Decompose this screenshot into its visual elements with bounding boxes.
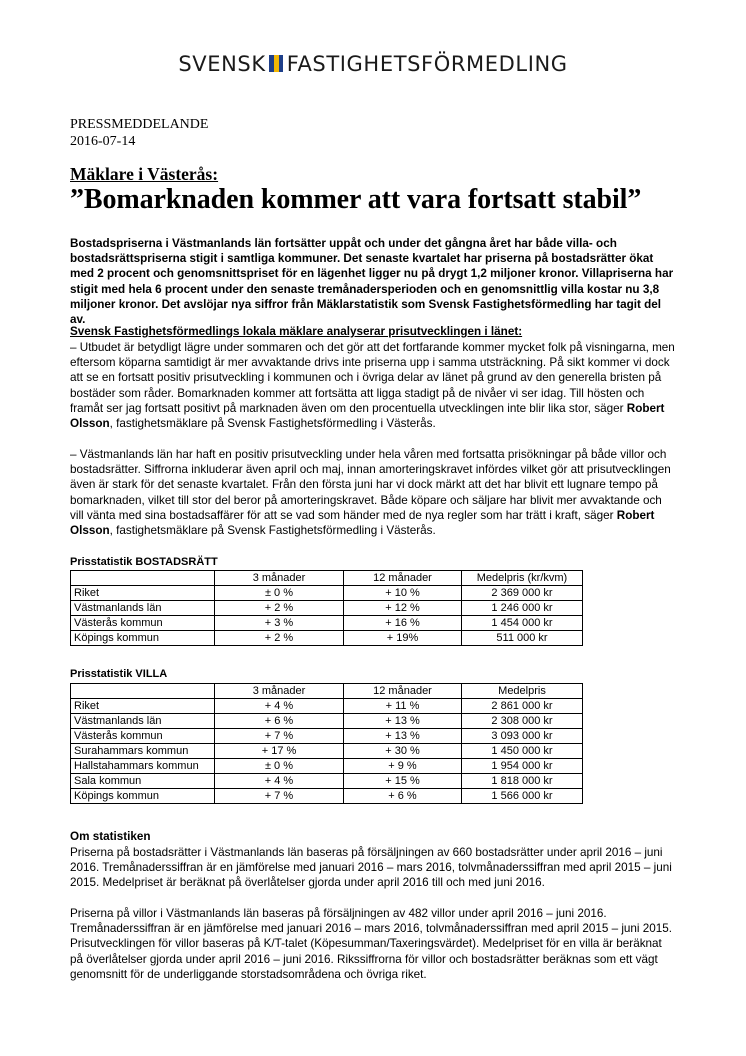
change-12m-cell: + 30 % <box>344 744 462 759</box>
change-12m-cell: + 6 % <box>344 789 462 804</box>
about-statistics-paragraph-2: Priserna på villor i Västmanlands län baseras på försäljningen av 482 villor under april 2016 – juni 2016. Tremånaderssiffran är en jämförelse med januari 2016 – mars 2016, tolvmånaderssiffran med april 2015 – juni 2015. Prisutvecklingen för villor baseras på K/T-talet (Köpesumman/Taxeringsvärdet). Medelpriset för en villa är beräknat på överlåtelser gjorda under april 2016 – juni 2016. Rikssiffrorna för villor och bostadsrätter beräknas som ett vägt genomsnitt för de underliggande storstadsområdena och övriga riket. <box>70 907 673 981</box>
press-header <box>70 116 208 150</box>
header-cell: 3 månader <box>215 684 344 699</box>
region-cell: Västerås kommun <box>71 616 215 631</box>
region-cell: Västmanlands län <box>71 601 215 616</box>
change-3m-cell: + 2 % <box>215 631 344 646</box>
table-row <box>71 601 583 616</box>
logo-text-left: SVENSK <box>178 52 266 76</box>
header-cell <box>71 571 215 586</box>
region-cell: Riket <box>71 586 215 601</box>
header-cell: 3 månader <box>215 571 344 586</box>
avg-price-cell: 2 861 000 kr <box>462 699 583 714</box>
change-3m-cell: + 2 % <box>215 601 344 616</box>
price-table-villa <box>70 683 583 804</box>
table-row <box>71 714 583 729</box>
change-3m-cell: + 6 % <box>215 714 344 729</box>
change-12m-cell: + 19% <box>344 631 462 646</box>
change-3m-cell: + 4 % <box>215 774 344 789</box>
avg-price-cell: 1 454 000 kr <box>462 616 583 631</box>
region-cell: Köpings kommun <box>71 789 215 804</box>
change-3m-cell: ± 0 % <box>215 759 344 774</box>
quote-text: – Utbudet är betydligt lägre under sommaren och det gör att det fortfarande kommer mycket folk på visningarna, men eftersom köparna samtidigt är mer avvaktande drivs inte priserna upp i samma utsträckning. På sikt kommer vi dock att se en fortsatt positiv prisutveckling i kommunen och i övriga delar av länet på grund av den generella bristen på bostäder som råder. Bomarknaden kommer att fortsätta att ligga stadigt på de nivåer vi ser idag. Till hösten och framåt ser jag fortsatt positivt på marknaden även om den procentuella utvecklingen inte blir lika stor, säger <box>70 341 675 415</box>
release-date: 2016-07-14 <box>70 134 136 149</box>
avg-price-cell: 1 450 000 kr <box>462 744 583 759</box>
table-row <box>71 759 583 774</box>
table-row <box>71 616 583 631</box>
change-12m-cell: + 13 % <box>344 714 462 729</box>
region-cell: Köpings kommun <box>71 631 215 646</box>
change-12m-cell: + 11 % <box>344 699 462 714</box>
header-cell: 12 månader <box>344 684 462 699</box>
quote-paragraph-2 <box>70 447 676 538</box>
section-heading: Svensk Fastighetsförmedlings lokala mäklare analyserar prisutvecklingen i länet: <box>70 325 523 338</box>
quote-role: , fastighetsmäklare på Svensk Fastighetsförmedling i Västerås. <box>109 524 436 538</box>
avg-price-cell: 1 818 000 kr <box>462 774 583 789</box>
avg-price-cell: 2 369 000 kr <box>462 586 583 601</box>
avg-price-cell: 2 308 000 kr <box>462 714 583 729</box>
change-12m-cell: + 12 % <box>344 601 462 616</box>
document-type: PRESSMEDDELANDE <box>70 117 209 132</box>
lead-paragraph: Bostadspriserna i Västmanlands län fortsätter uppåt och under det gångna året har både villa- och bostadsrättspriserna stigit i samtliga kommuner. Det senaste kvartalet har priserna på bostadsrätter ökat med 2 procent och genomsnittspriset för en lägenhet ligger nu på drygt 1,2 miljoner kronor. Villapriserna har stigit med hela 6 procent under den senaste tremånadersperioden och en genomsnittlig villa kostar nu 3,8 miljoner kronor. Det avslöjar nya siffror från Mäklarstatistik som Svensk Fastighetsförmedling har tagit del av. <box>70 237 674 327</box>
header-cell <box>71 684 215 699</box>
table-row <box>71 699 583 714</box>
table-caption-bostadsratt: Prisstatistik BOSTADSRÄTT <box>70 556 218 568</box>
change-12m-cell: + 15 % <box>344 774 462 789</box>
table-row <box>71 774 583 789</box>
region-cell: Sala kommun <box>71 774 215 789</box>
avg-price-cell: 1 246 000 kr <box>462 601 583 616</box>
change-3m-cell: + 7 % <box>215 729 344 744</box>
page-title: ”Bomarknaden kommer att vara fortsatt stabil” <box>70 184 642 215</box>
change-3m-cell: + 4 % <box>215 699 344 714</box>
change-12m-cell: + 9 % <box>344 759 462 774</box>
avg-price-cell: 511 000 kr <box>462 631 583 646</box>
header-cell: 12 månader <box>344 571 462 586</box>
avg-price-cell: 1 566 000 kr <box>462 789 583 804</box>
table-row <box>71 789 583 804</box>
change-3m-cell: + 17 % <box>215 744 344 759</box>
logo-text-right: FASTIGHETSFÖRMEDLING <box>286 52 568 76</box>
table-header-row <box>71 684 583 699</box>
header-cell: Medelpris <box>462 684 583 699</box>
avg-price-cell: 3 093 000 kr <box>462 729 583 744</box>
region-cell: Hallstahammars kommun <box>71 759 215 774</box>
quote-text: – Västmanlands län har haft en positiv prisutveckling under hela våren med fortsatta prisökningar på både villor och bostadsrätter. Siffrorna inkluderar även april och maj, innan amorteringskravet infördes vilket gör att prisutvecklingen även är stark för det senaste kvartalet. Från den första juni har vi dock märkt att det har blivit ett lugnare tempo på bomarknaden, vilket till stor del beror på amorteringskravet. Både köpare och säljare har blivit mer avvaktande och vill vänta med sina bostadsaffärer för att se vad som händer med de nya regler som har trätt i kraft, säger <box>70 448 671 522</box>
table-caption-villa: Prisstatistik VILLA <box>70 668 168 680</box>
header-cell: Medelpris (kr/kvm) <box>462 571 583 586</box>
change-3m-cell: ± 0 % <box>215 586 344 601</box>
table-header-row <box>71 571 583 586</box>
change-12m-cell: + 10 % <box>344 586 462 601</box>
about-statistics-paragraph-1: Priserna på bostadsrätter i Västmanlands län baseras på försäljningen av 660 bostadsrätter under april 2016 – juni 2016. Tremånaderssiffran är en jämförelse med januari 2016 – mars 2016, tolvmånaderssiffran med april 2015 – juni 2015. Medelpriset är beräknat på överlåtelser gjorda under april 2016 till och med juni 2016. <box>70 846 672 890</box>
swedish-flag-icon <box>269 55 283 72</box>
quote-person: Robert Olsson <box>70 508 655 538</box>
quote-paragraph-1 <box>70 340 676 431</box>
subtitle: Mäklare i Västerås: <box>70 164 219 184</box>
table-row <box>71 744 583 759</box>
region-cell: Surahammars kommun <box>71 744 215 759</box>
avg-price-cell: 1 954 000 kr <box>462 759 583 774</box>
change-3m-cell: + 3 % <box>215 616 344 631</box>
table-row <box>71 586 583 601</box>
change-3m-cell: + 7 % <box>215 789 344 804</box>
table-row <box>71 729 583 744</box>
change-12m-cell: + 16 % <box>344 616 462 631</box>
region-cell: Västerås kommun <box>71 729 215 744</box>
region-cell: Västmanlands län <box>71 714 215 729</box>
region-cell: Riket <box>71 699 215 714</box>
quote-role: , fastighetsmäklare på Svensk Fastighetsförmedling i Västerås. <box>109 417 436 431</box>
quote-person: Robert Olsson <box>70 401 665 431</box>
table-row <box>71 631 583 646</box>
price-table-bostadsratt <box>70 570 583 646</box>
about-statistics-heading: Om statistiken <box>70 830 151 843</box>
company-logo <box>0 52 746 76</box>
change-12m-cell: + 13 % <box>344 729 462 744</box>
